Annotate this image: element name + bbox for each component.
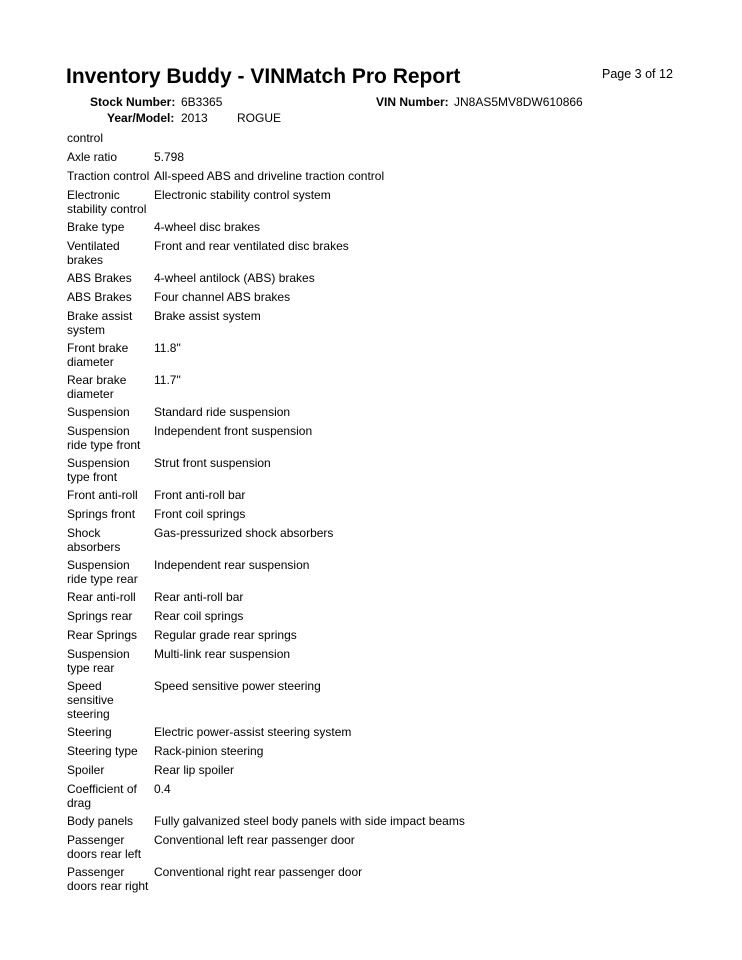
spec-label: Springs front (67, 507, 136, 521)
spec-row (67, 341, 667, 369)
report-title: Inventory Buddy - VINMatch Pro Report (66, 65, 461, 88)
spec-row (67, 833, 667, 861)
spec-value: 0.4 (154, 782, 171, 796)
spec-value: Speed sensitive power steering (154, 679, 321, 693)
spec-row (67, 782, 667, 810)
spec-label: control (67, 131, 104, 145)
spec-row (67, 405, 667, 419)
spec-row (67, 373, 667, 401)
page-number: Page 3 of 12 (602, 67, 673, 81)
spec-label: Body panels (67, 814, 134, 828)
spec-label: Suspension type rear (67, 647, 130, 675)
spec-label: Steering (67, 725, 112, 739)
year-model-label: Year/Model: (107, 111, 175, 125)
spec-label: Passenger doors rear left (67, 833, 142, 861)
spec-label: Rear anti-roll (67, 590, 136, 604)
spec-row (67, 814, 667, 828)
spec-value: 4-wheel disc brakes (154, 220, 261, 234)
spec-value: Regular grade rear springs (154, 628, 297, 642)
spec-value: Independent front suspension (154, 424, 313, 438)
spec-label: Steering type (67, 744, 138, 758)
stock-number-value: 6B3365 (181, 95, 223, 109)
spec-row (67, 609, 667, 623)
spec-label: Brake assist system (67, 309, 133, 337)
spec-row (67, 169, 667, 183)
spec-label: Front anti-roll (67, 488, 138, 502)
spec-label: Speed sensitive steering (67, 679, 114, 721)
spec-value: Conventional right rear passenger door (154, 865, 363, 879)
spec-row (67, 679, 667, 721)
spec-row (67, 590, 667, 604)
spec-row (67, 131, 667, 145)
spec-row (67, 744, 667, 758)
spec-row (67, 488, 667, 502)
spec-row (67, 220, 667, 234)
spec-value: Rear lip spoiler (154, 763, 235, 777)
spec-label: ABS Brakes (67, 271, 132, 285)
spec-row (67, 424, 667, 452)
stock-number-label: Stock Number: (90, 95, 176, 109)
spec-label: Ventilated brakes (67, 239, 120, 267)
spec-row (67, 725, 667, 739)
vin-number-label: VIN Number: (376, 95, 449, 109)
spec-row (67, 309, 667, 337)
spec-value: Fully galvanized steel body panels with side impact beams (154, 814, 465, 828)
spec-value: Brake assist system (154, 309, 261, 323)
spec-row (67, 507, 667, 521)
spec-label: Brake type (67, 220, 125, 234)
spec-row (67, 647, 667, 675)
spec-value: 11.8" (154, 341, 181, 355)
spec-value: Multi-link rear suspension (154, 647, 291, 661)
spec-row (67, 558, 667, 586)
spec-label: Springs rear (67, 609, 133, 623)
spec-value: Conventional left rear passenger door (154, 833, 355, 847)
spec-value: Electronic stability control system (154, 188, 331, 202)
spec-value: Front anti-roll bar (154, 488, 246, 502)
spec-value: Electric power-assist steering system (154, 725, 352, 739)
spec-value: Front and rear ventilated disc brakes (154, 239, 349, 253)
spec-label: Passenger doors rear right (67, 865, 149, 893)
spec-label: Suspension (67, 405, 130, 419)
spec-label: Electronic stability control (67, 188, 147, 216)
spec-value: Rear coil springs (154, 609, 244, 623)
spec-value: Rack-pinion steering (154, 744, 264, 758)
year-value: 2013 (181, 111, 208, 125)
spec-value: All-speed ABS and driveline traction control (154, 169, 385, 183)
spec-value: 11.7" (154, 373, 181, 387)
spec-row (67, 628, 667, 642)
spec-row (67, 239, 667, 267)
spec-row (67, 456, 667, 484)
spec-label: Rear Springs (67, 628, 138, 642)
spec-label: Suspension ride type rear (67, 558, 138, 586)
spec-label: Traction control (67, 169, 150, 183)
spec-value: 5.798 (154, 150, 185, 164)
spec-label: Suspension ride type front (67, 424, 141, 452)
spec-row (67, 865, 667, 893)
spec-label: Spoiler (67, 763, 105, 777)
spec-label: Rear brake diameter (67, 373, 127, 401)
spec-value: Strut front suspension (154, 456, 271, 470)
spec-value: Standard ride suspension (154, 405, 291, 419)
spec-value: Independent rear suspension (154, 558, 310, 572)
spec-label: Axle ratio (67, 150, 118, 164)
spec-row (67, 290, 667, 304)
spec-value: Rear anti-roll bar (154, 590, 244, 604)
spec-value: Gas-pressurized shock absorbers (154, 526, 334, 540)
spec-row (67, 526, 667, 554)
spec-row (67, 188, 667, 216)
vin-number-value: JN8AS5MV8DW610866 (454, 95, 583, 109)
spec-row (67, 763, 667, 777)
model-value: ROGUE (237, 111, 282, 125)
spec-label: Shock absorbers (67, 526, 121, 554)
spec-value: 4-wheel antilock (ABS) brakes (154, 271, 315, 285)
spec-row (67, 271, 667, 285)
spec-label: Coefficient of drag (67, 782, 137, 810)
spec-label: Suspension type front (67, 456, 130, 484)
spec-label: ABS Brakes (67, 290, 132, 304)
spec-value: Front coil springs (154, 507, 246, 521)
spec-value: Four channel ABS brakes (154, 290, 291, 304)
spec-row (67, 150, 667, 164)
spec-label: Front brake diameter (67, 341, 129, 369)
